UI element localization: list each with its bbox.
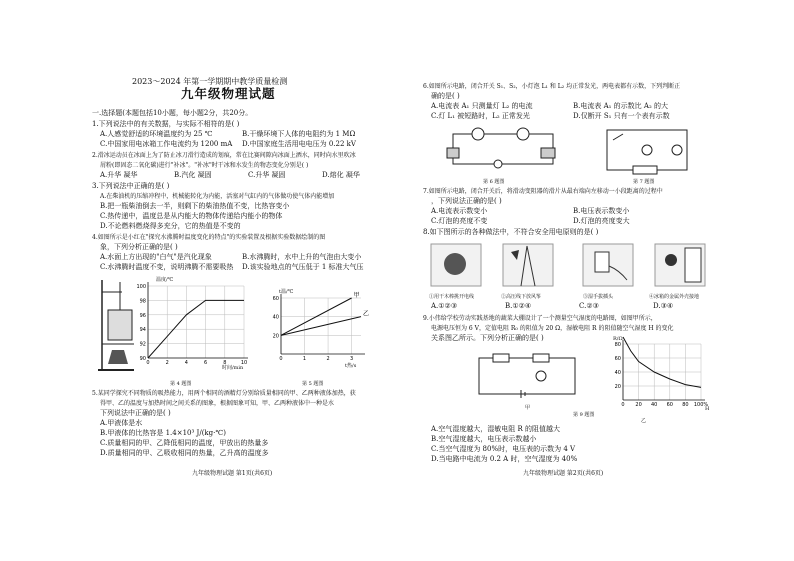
fig9-caption: 第 9 题图 [573,412,595,418]
q4-line1: 4.如图所示是小红在"探究水沸腾时温度变化的特点"的实验装置及根据实验数据绘制的图 [92,234,326,241]
page-title: 九年级物理试题 [181,86,276,101]
q7-option-d: D.灯泡的亮度变大 [573,217,630,225]
q8-option-d: D.③④ [653,302,674,310]
q7-option-c: C.灯泡的亮度不变 [431,217,488,225]
q8-option-b: B.①②④ [505,302,532,310]
fig5-chart [267,289,377,372]
q3-stem: 3.下列说法中正确的是( ) [92,182,170,190]
exam-header: 2023～2024 年第一学期期中教学质量检测 [132,77,288,86]
y-tick-label: 40 [272,314,279,321]
q1-stem: 1.下列说法中的有关数据，与实际不相符的是( ) [92,120,240,128]
y-tick-label: 60 [272,296,279,302]
q9-option-b: B.空气湿度越大，电压表示数越小 [431,435,537,443]
q1-option-b: B.干燥环境下人体的电阻约为 1 MΩ [242,130,356,138]
q9-line1: 9.小伟给学校劳动实践基地的蔬菜大棚设计了一个测量空气湿度的电路图，如图甲所示， [423,315,657,322]
q5-line3: 下列说法中正确的是( ) [100,409,171,417]
fig9-chart [609,338,709,418]
page-footer-right: 九年级物理试题 第2页(共6页) [523,470,604,477]
x-tick-label: 80 [682,402,689,408]
q5-line1: 5.某同学探究不同物质的吸热能力，用两个相同的酒精灯分别给质量相同的甲、乙两种液体加热，获 [92,390,356,397]
q5-option-a: A.甲液体是水 [100,419,143,427]
x-tick-label: 20 [635,402,642,408]
x-tick-label: 60 [666,402,673,408]
page-footer: 九年级物理试题 第1页(共6页) [192,470,273,477]
y-tick-label: 20 [614,384,621,390]
y-tick-label: 90 [139,356,146,362]
q6-option-c: C.灯 L₁ 被短路时，L₂ 正常发光 [431,112,530,120]
y-tick-label: 20 [272,333,279,340]
fig4-xlabel: 时间/min [222,365,244,371]
x-tick-label: 0 [621,402,625,408]
q8-option-c: C.②③ [579,302,599,310]
q5-line2: 得甲、乙的温度与加热时间之间关系的图象，根据图象可知，甲、乙两种液体中一种是水 [100,400,335,407]
q2-option-b: B.汽化 凝固 [174,171,212,179]
x-tick-label: 2 [326,356,330,362]
q9-option-a: A.空气湿度越大，湿敏电阻 R 的阻值越大 [431,425,561,433]
q8-label-4: ④冰箱的金属外壳接地 [649,294,700,300]
fig5-ylabel: t温/℃ [279,289,294,295]
x-tick-label: 2 [165,360,169,366]
fig9-label-a: 甲 [525,405,531,411]
q4-option-a: A.水面上方出现的"白气"是汽化现象 [100,253,212,261]
q8-stem: 8.如下图所示的各种做法中，不符合安全用电原则的是( ) [423,228,599,236]
q7-option-a: A.电流表示数变小 [431,207,488,215]
q5-option-d: D.质量相同的甲、乙吸收相同的热量，乙升高的温度多 [100,449,269,457]
q8-label-3: ③湿手拔插头 [583,294,614,300]
x-tick-label: 3 [349,356,354,362]
fig5-caption: 第 5 题图 [302,381,324,387]
x-tick-label: 100% [693,402,709,408]
fig7-circuit [603,126,693,176]
q7-option-b: B.电压表示数变小 [573,207,630,215]
right-page [423,66,723,496]
q2-option-c: C.升华 凝固 [248,171,286,179]
y-tick-label: 100 [136,284,146,290]
q7-stem: 7.如图所示电路，闭合开关后，将滑动变阻器的滑片从最右端向左移动一小段距离的过程中 [423,188,663,195]
series-line [623,337,701,387]
q6-option-d: D.仅断开 S₁ 只有一个表有示数 [573,112,670,120]
q8-pic1 [431,244,481,286]
q8-option-a: A.①②③ [431,302,458,310]
q6-line2: 确的是( ) [431,92,460,100]
q1-option-c: C.中国家用电冰箱工作电流约为 1200 mA [100,140,233,148]
x-tick-label: 8 [223,360,227,366]
y-tick-label: 80 [614,342,621,348]
q8-label-1: ①用干木棒挑开电线 [429,294,475,300]
y-tick-label: 40 [614,370,621,376]
x-tick-label: 0 [279,356,283,362]
q6-option-a: A.电流表 A₁ 只测量灯 L₂ 的电流 [431,102,533,110]
q3-option-c: C.热传递中，温度总是从内能大的物体传递给内能小的物体 [100,212,283,220]
fig4-caption: 第 4 题图 [170,381,192,387]
q8-illustrations [423,240,723,290]
q9-option-d: D.当电路中电流为 0.2 A 时，空气湿度为 40% [431,455,578,463]
q5-option-c: C.质量相同的甲、乙降低相同的温度，甲放出的热量多 [100,439,269,447]
q9-line2: 电源电压恒为 6 V，定值电阻 R₀ 的阻值为 20 Ω，湿敏电阻 R 的阻值随空气湿度 H 的变化 [431,325,674,332]
x-tick-label: 10 [240,360,248,366]
fig7-caption: 第 7 题图 [633,179,655,185]
fig4-ylabel: 温度/℃ [156,277,174,283]
q4-option-b: B.水沸腾时，水中上升的气泡由大变小 [242,253,362,261]
x-tick-label: 0 [146,360,150,366]
x-tick-label: 6 [204,360,208,366]
q4-line2: 象，下列分析正确的是( ) [100,243,178,251]
fig4-chart [132,278,252,373]
series-line [281,317,361,336]
q3-option-d: D.不论燃料燃烧得多充分，它的热值是不变的 [100,222,241,230]
y-tick-label: 96 [139,312,146,319]
fig9-ylabel: R/Ω [613,336,623,342]
q3-option-b: B.把一瓶柴油倒去一半，则剩下的柴油热值不变，比热容变小 [100,202,290,210]
q6-option-b: B.电流表 A₁ 的示数比 A₂ 的大 [573,102,668,110]
q4-option-d: D.该实验地点的气压低于 1 标准大气压 [242,263,364,271]
q6-line1: 6.如图所示电路，闭合开关 S₁、S₂，小灯泡 L₁ 和 L₂ 均正常发光，两电表都有示数，下列判断正 [423,83,681,90]
fig9-xlabel: H [705,406,710,412]
q5-option-b: B.甲液体的比热容是 1.4×10³ J/(kg·℃) [100,429,226,437]
q8-pic4 [655,244,705,286]
q2-line2: 屑粉(即固态二氧化碳)进行"补冰"。"补冰"时干冰和水发生的物态变化分别是( ) [100,162,309,169]
fig6-caption: 第 6 题图 [483,179,505,185]
q2-line1: 2.滑冰运动员在冰面上为了防止冰刀滑行造成的划痕，常在比赛间隙向冰面上洒水，同时向水里吹冰 [92,152,356,159]
y-tick-label: 94 [139,327,146,334]
y-tick-label: 98 [139,298,146,305]
fig6-circuit [443,126,563,176]
q8-pic3 [583,244,633,286]
x-tick-label: 40 [651,402,658,408]
q1-option-d: D.中国家庭生活用电电压为 0.22 kV [242,140,356,148]
fig5-xlabel: t热/s [345,363,357,369]
left-page [92,66,392,496]
q2-option-d: D.熔化 凝华 [322,171,360,179]
series-label: 乙 [363,310,370,318]
q4-option-c: C.水沸腾时温度不变，说明沸腾不需要吸热 [100,263,234,271]
fig9-label-b: 乙 [641,418,647,424]
x-tick-label: 1 [302,356,307,362]
y-tick-label: 60 [614,356,621,362]
q8-pic2 [503,244,553,286]
x-tick-label: 4 [184,360,188,366]
q7-stem-2: ，下列说法正确的是( ) [431,197,502,205]
q9-option-c: C.当空气湿度为 80%时，电压表的示数为 4 V [431,445,576,453]
q9-line3: 关系图乙所示。下列分析正确的是( ) [431,334,544,342]
fig9-circuit [473,352,583,402]
q2-option-a: A.升华 凝华 [100,171,138,179]
q3-option-a: A.在柴油机的压缩冲程中，机械能转化为内能，活塞对气缸内的气体做功使气体内能增加 [100,193,335,200]
q1-option-a: A.人感觉舒适的环境温度约为 25 ℃ [100,130,213,138]
section-heading: 一.选择题(本题包括10小题，每小题2分，共20分。 [92,109,253,117]
series-label: 甲 [353,292,360,299]
y-tick-label: 92 [139,341,146,348]
q8-label-2: ②高压线下放风筝 [501,294,542,300]
